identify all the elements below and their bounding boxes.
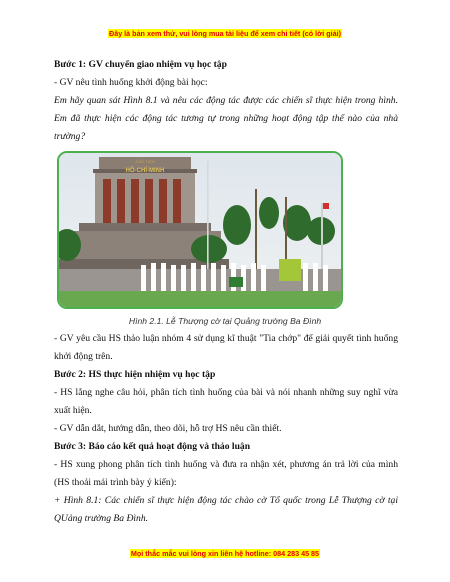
flag-ceremony-photo <box>57 151 343 309</box>
step2-line1: - HS lắng nghe câu hỏi, phân tích tình huống của bài và nói nhanh những suy nghĩ vừa xuất hiện. <box>54 387 398 416</box>
lawn <box>59 291 341 307</box>
document-body-top <box>54 56 398 146</box>
step1-line: - GV nêu tình huống khởi động bài học: <box>54 77 208 88</box>
step2-line2: - GV dẫn dắt, hướng dẫn, theo dõi, hỗ trợ HS nêu cần thiết. <box>54 423 282 434</box>
sign-name: HỒ-CHÍ-MINH <box>125 168 165 174</box>
hotline-banner-text: Mọi thắc mắc vui lòng xin liên hệ hotline: 084 283 45 85 <box>130 549 320 558</box>
step1-question: Em hãy quan sát Hình 8.1 và nêu các động tác được các chiến sĩ thực hiện trong hình. Em đã thực hiện các động tác tương tự trong những hoạt động tập thể nào của nhà trường? <box>54 95 398 142</box>
step1-heading: Bước 1: GV chuyển giao nhiệm vụ học tập <box>54 59 227 70</box>
discussion-instruction: - GV yêu cầu HS thảo luận nhóm 4 sử dụng kĩ thuật "Tia chớp" để giải quyết tình huống khởi động trên. <box>54 333 398 362</box>
flower-wreath <box>229 277 243 287</box>
figure-caption: Hình 2.1. Lễ Thượng cờ tại Quảng trường Ba Đình <box>128 316 322 326</box>
flag <box>323 203 329 209</box>
step3-answer: + Hình 8.1: Các chiến sĩ thực hiện động tác chào cờ Tổ quốc trong Lễ Thượng cờ tại QUảng trường Ba Đình. <box>54 495 398 524</box>
preview-banner <box>0 29 450 38</box>
sign-top: CHỦ TỊCH <box>135 159 155 164</box>
document-body-bottom <box>54 330 398 528</box>
hotline-banner <box>0 549 450 558</box>
step3-heading: Bước 3: Báo cáo kết quả hoạt động và thảo luận <box>54 441 251 452</box>
preview-banner-text: Đây là bản xem thử, vui lòng mua tài liệu để xem chi tiết (có lời giải) <box>109 29 341 38</box>
step3-line: - HS xung phong phân tích tình huống và đưa ra nhận xét, phương án trả lời của mình (HS thoải mái trình bày ý kiến): <box>54 459 398 488</box>
hedge <box>279 259 301 281</box>
mausoleum-illustration <box>59 153 341 307</box>
step2-heading: Bước 2: HS thực hiện nhiệm vụ học tập <box>54 369 216 380</box>
flagpole <box>207 161 209 269</box>
